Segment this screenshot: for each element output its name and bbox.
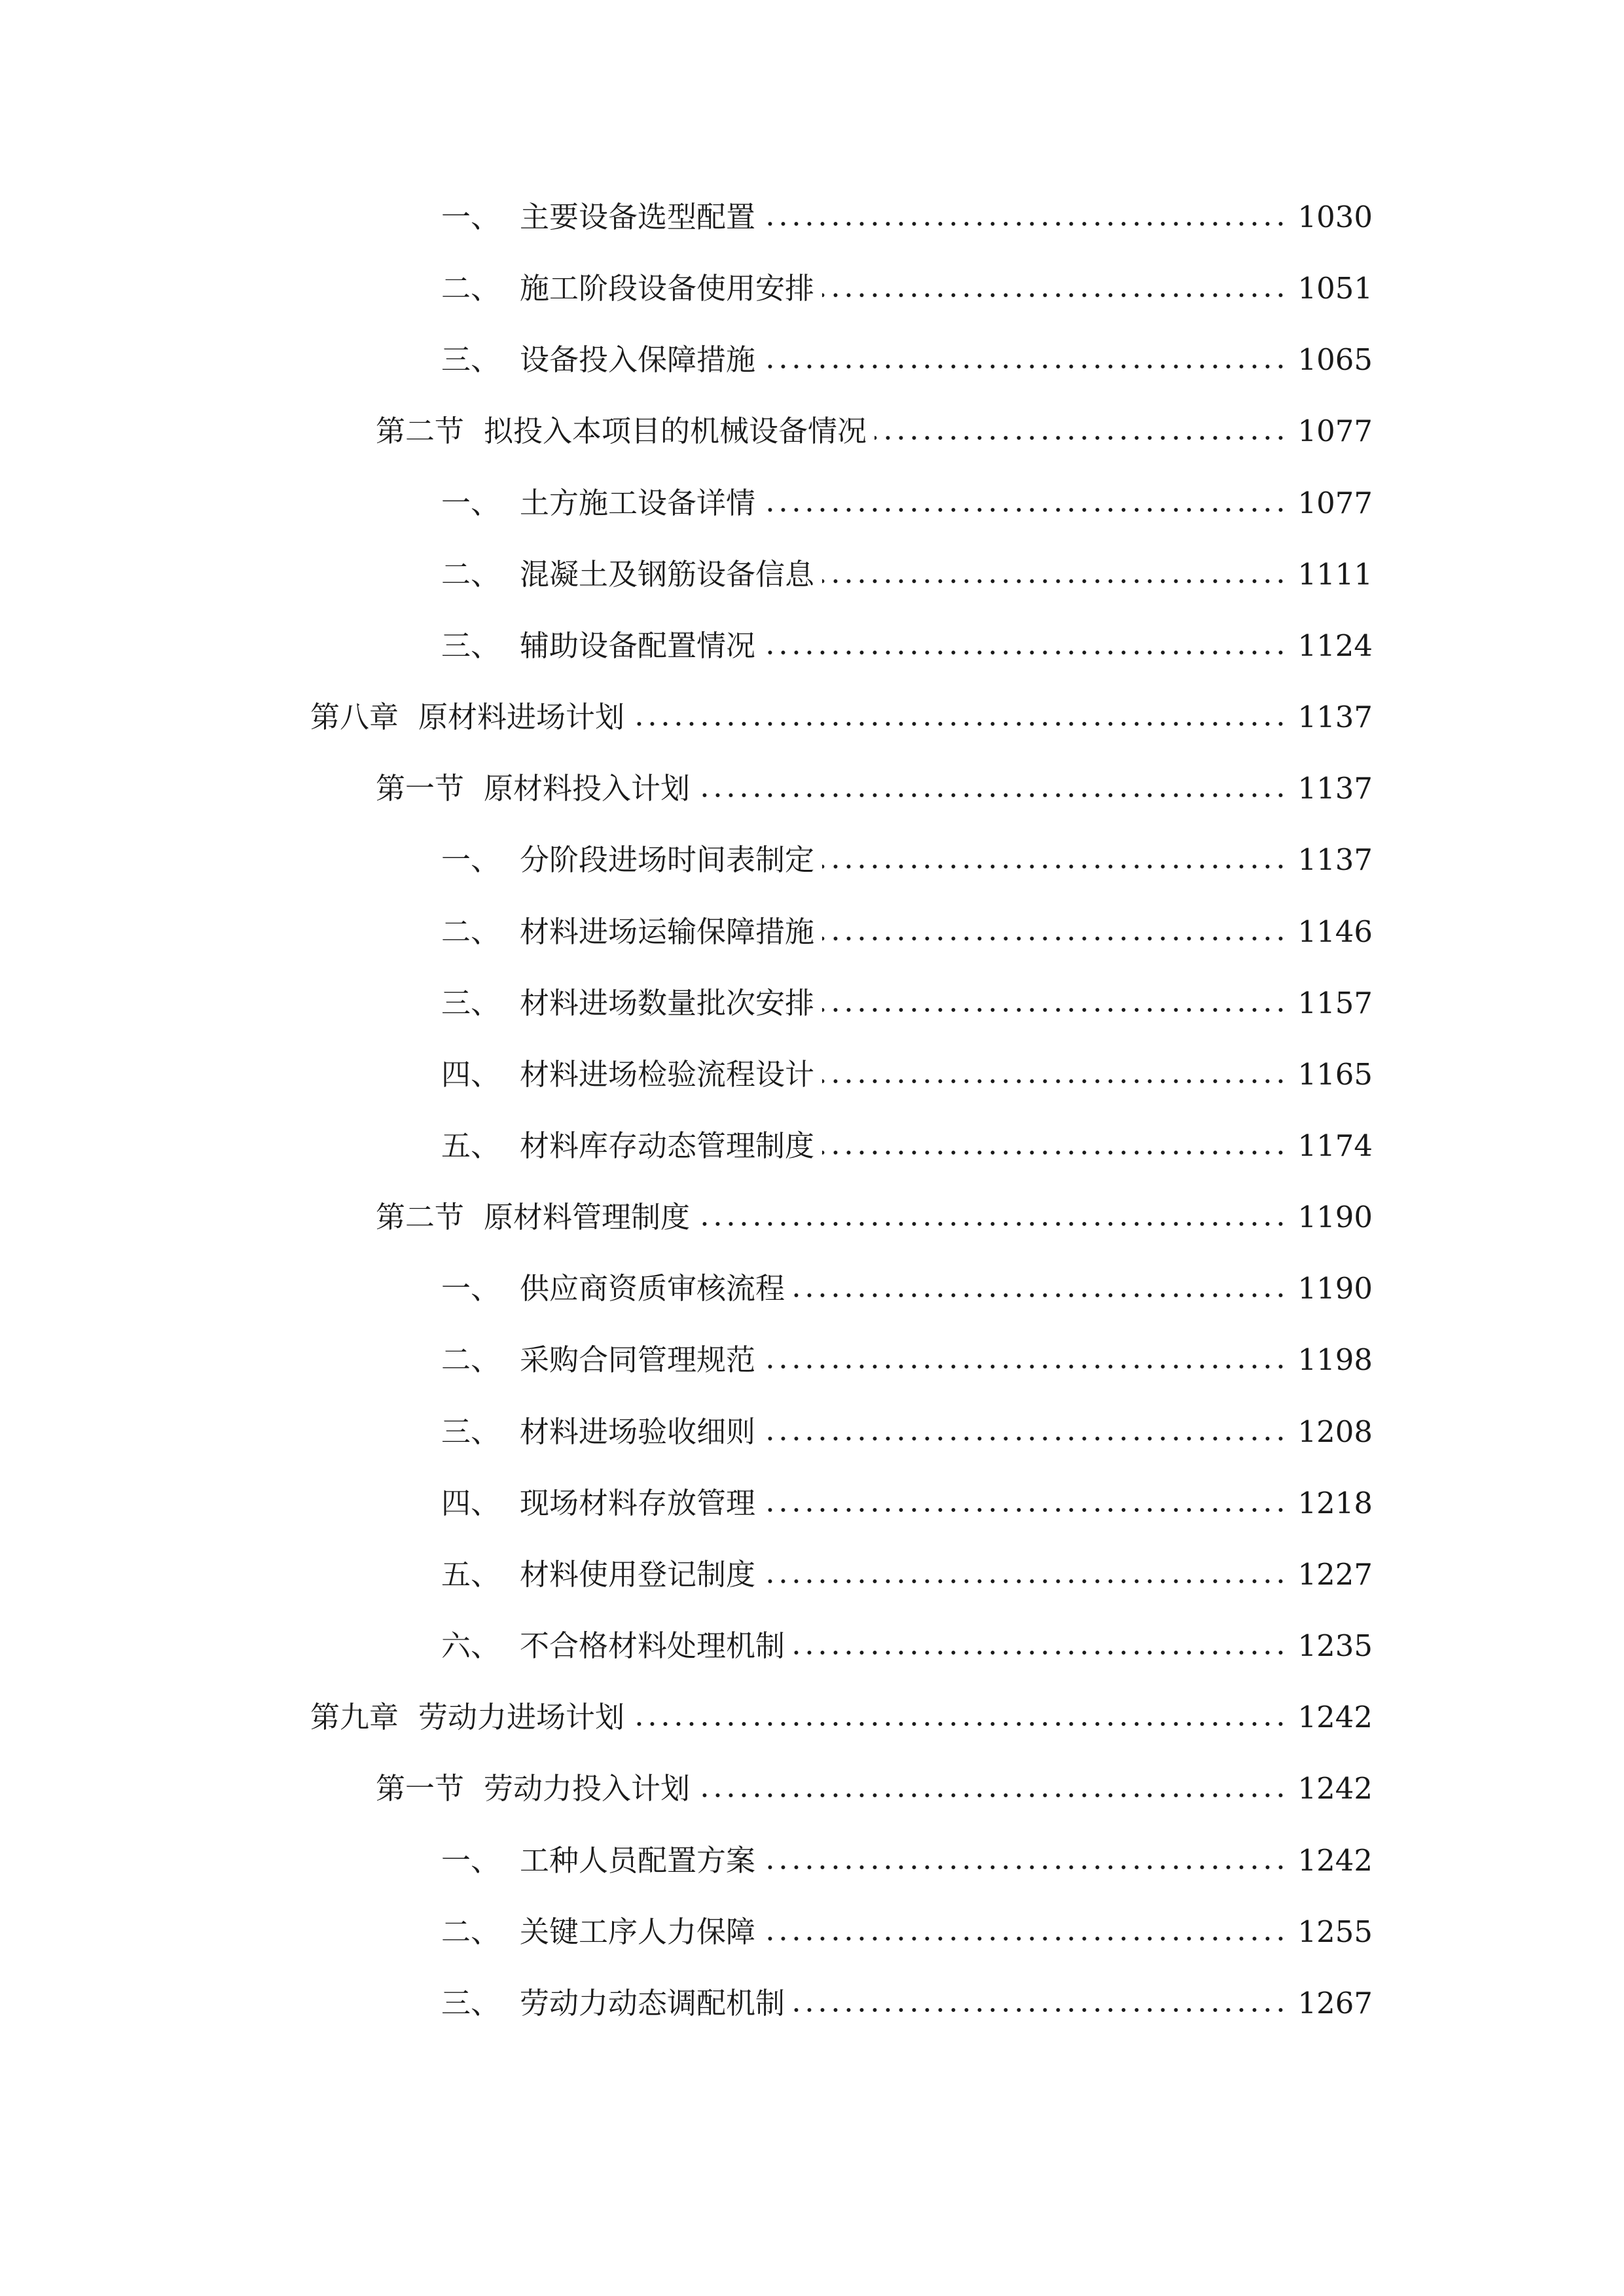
toc-entry-title: 土方施工设备详情: [520, 486, 756, 520]
toc-entry[interactable]: [441, 623, 1373, 669]
dot-leader: [763, 365, 1287, 368]
toc-entry-page: 1218: [1297, 1486, 1373, 1520]
toc-entry-number: 三、: [441, 986, 501, 1020]
toc-entry-page: 1255: [1297, 1914, 1373, 1949]
dot-leader: [763, 222, 1287, 226]
toc-entry[interactable]: [441, 1480, 1373, 1526]
dot-leader: [763, 1437, 1287, 1441]
toc-entry-title: 材料进场运输保障措施: [520, 914, 815, 949]
toc-entry-number: 二、: [441, 271, 501, 306]
toc-entry[interactable]: [441, 1409, 1373, 1455]
toc-entry-title: 材料进场验收细则: [520, 1414, 756, 1449]
toc-entry-number: 第二节: [376, 1200, 465, 1234]
toc-entry-title: 材料进场数量批次安排: [520, 986, 815, 1020]
toc-entry-title: 供应商资质审核流程: [520, 1271, 785, 1306]
dot-leader: [822, 1008, 1287, 1012]
toc-entry-page: 1124: [1297, 628, 1373, 663]
dot-leader: [822, 293, 1287, 297]
toc-entry-number: 一、: [441, 200, 501, 234]
toc-entry-page: 1242: [1297, 1771, 1373, 1806]
toc-entry-title: 主要设备选型配置: [520, 200, 756, 234]
toc-entry-number: 六、: [441, 1628, 501, 1663]
toc-entry-page: 1174: [1297, 1128, 1373, 1163]
toc-entry-number: 二、: [441, 914, 501, 949]
dot-leader: [763, 651, 1287, 655]
toc-entry-title: 采购合同管理规范: [520, 1342, 756, 1377]
dot-leader: [793, 1651, 1287, 1655]
toc-entry[interactable]: [376, 408, 1373, 454]
dot-leader: [763, 1365, 1287, 1369]
toc-entry-number: 一、: [441, 842, 501, 877]
toc-entry-number: 四、: [441, 1057, 501, 1092]
toc-entry[interactable]: [441, 837, 1373, 883]
dot-leader: [763, 508, 1287, 512]
toc-entry-number: 第一节: [376, 1771, 465, 1806]
toc-entry-number: 二、: [441, 1342, 501, 1377]
toc-entry[interactable]: [441, 909, 1373, 955]
toc-entry-title: 原材料投入计划: [484, 771, 691, 806]
toc-entry[interactable]: [441, 1552, 1373, 1598]
toc-entry-page: 1267: [1297, 1986, 1373, 2020]
toc-entry-title: 现场材料存放管理: [520, 1486, 756, 1520]
toc-entry-page: 1208: [1297, 1414, 1373, 1449]
toc-entry-page: 1242: [1297, 1843, 1373, 1878]
toc-entry[interactable]: [441, 1981, 1373, 2026]
toc-entry[interactable]: [441, 980, 1373, 1026]
toc-entry-number: 第二节: [376, 414, 465, 448]
toc-entry-page: 1235: [1297, 1628, 1373, 1663]
dot-leader: [632, 1722, 1287, 1726]
toc-entry[interactable]: [376, 1766, 1373, 1812]
toc-entry-title: 拟投入本项目的机械设备情况: [484, 414, 867, 448]
toc-entry-page: 1157: [1297, 986, 1373, 1020]
toc-entry-page: 1227: [1297, 1557, 1373, 1592]
toc-entry-title: 混凝土及钢筋设备信息: [520, 557, 815, 592]
toc-entry-page: 1137: [1297, 842, 1373, 877]
toc-entry[interactable]: [441, 1838, 1373, 1884]
dot-leader: [822, 937, 1287, 941]
toc-entry[interactable]: [441, 194, 1373, 240]
toc-entry-number: 一、: [441, 486, 501, 520]
dot-leader: [822, 865, 1287, 869]
toc-entry[interactable]: [310, 1695, 1373, 1740]
toc-entry-page: 1030: [1297, 200, 1373, 234]
dot-leader: [793, 1293, 1287, 1297]
toc-entry-number: 三、: [441, 342, 501, 377]
toc-entry[interactable]: [310, 694, 1373, 740]
toc-entry[interactable]: [376, 766, 1373, 812]
toc-entry-page: 1198: [1297, 1342, 1373, 1377]
toc-entry-page: 1242: [1297, 1700, 1373, 1734]
toc-entry[interactable]: [441, 266, 1373, 312]
toc-entry-page: 1190: [1297, 1271, 1373, 1306]
toc-entry-number: 一、: [441, 1843, 501, 1878]
toc-entry-title: 劳动力动态调配机制: [520, 1986, 785, 2020]
toc-entry[interactable]: [441, 1052, 1373, 1098]
dot-leader: [822, 1151, 1287, 1155]
toc-entry-number: 三、: [441, 1986, 501, 2020]
toc-entry-title: 施工阶段设备使用安排: [520, 271, 815, 306]
toc-entry-page: 1051: [1297, 271, 1373, 306]
dot-leader: [875, 436, 1287, 440]
toc-entry[interactable]: [441, 337, 1373, 383]
toc-entry-title: 原材料进场计划: [418, 700, 625, 734]
toc-entry-page: 1137: [1297, 700, 1373, 734]
toc-entry-page: 1146: [1297, 914, 1373, 949]
toc-entry-number: 二、: [441, 557, 501, 592]
dot-leader: [763, 1508, 1287, 1512]
toc-entry-number: 二、: [441, 1914, 501, 1949]
toc-entry-title: 辅助设备配置情况: [520, 628, 756, 663]
toc-entry[interactable]: [441, 1123, 1373, 1169]
dot-leader: [763, 1865, 1287, 1869]
toc-entry-page: 1190: [1297, 1200, 1373, 1234]
toc-entry-number: 一、: [441, 1271, 501, 1306]
toc-entry[interactable]: [441, 552, 1373, 598]
toc-entry-title: 不合格材料处理机制: [520, 1628, 785, 1663]
toc-entry-title: 材料使用登记制度: [520, 1557, 756, 1592]
toc-entry-title: 工种人员配置方案: [520, 1843, 756, 1878]
toc-entry[interactable]: [376, 1194, 1373, 1240]
toc-entry[interactable]: [441, 1266, 1373, 1312]
dot-leader: [763, 1579, 1287, 1583]
toc-entry-title: 关键工序人力保障: [520, 1914, 756, 1949]
toc-entry-title: 分阶段进场时间表制定: [520, 842, 815, 877]
toc-entry-page: 1111: [1297, 557, 1373, 592]
toc-entry-title: 原材料管理制度: [484, 1200, 691, 1234]
toc-entry-title: 设备投入保障措施: [520, 342, 756, 377]
toc-entry-number: 第一节: [376, 771, 465, 806]
toc-entry-number: 三、: [441, 1414, 501, 1449]
dot-leader: [632, 722, 1287, 726]
toc-entry-number: 五、: [441, 1557, 501, 1592]
toc-entry-number: 三、: [441, 628, 501, 663]
toc-entry-page: 1077: [1297, 486, 1373, 520]
toc-entry-number: 第八章: [310, 700, 399, 734]
toc-entry-title: 材料库存动态管理制度: [520, 1128, 815, 1163]
dot-leader: [822, 579, 1287, 583]
toc-entry[interactable]: [441, 1623, 1373, 1669]
dot-leader: [698, 793, 1287, 797]
toc-entry-number: 第九章: [310, 1700, 399, 1734]
toc-entry[interactable]: [441, 480, 1373, 526]
toc-entry-page: 1065: [1297, 342, 1373, 377]
dot-leader: [698, 1222, 1287, 1226]
toc-entry-page: 1077: [1297, 414, 1373, 448]
toc-entry[interactable]: [441, 1337, 1373, 1383]
dot-leader: [763, 1937, 1287, 1941]
toc-entry[interactable]: [441, 1909, 1373, 1955]
toc-entry-number: 五、: [441, 1128, 501, 1163]
toc-entry-page: 1165: [1297, 1057, 1373, 1092]
toc-entry-page: 1137: [1297, 771, 1373, 806]
toc-entry-number: 四、: [441, 1486, 501, 1520]
dot-leader: [698, 1793, 1287, 1797]
toc-entry-title: 劳动力投入计划: [484, 1771, 691, 1806]
toc-entry-title: 劳动力进场计划: [418, 1700, 625, 1734]
dot-leader: [793, 2008, 1287, 2012]
dot-leader: [822, 1079, 1287, 1083]
toc-entry-title: 材料进场检验流程设计: [520, 1057, 815, 1092]
